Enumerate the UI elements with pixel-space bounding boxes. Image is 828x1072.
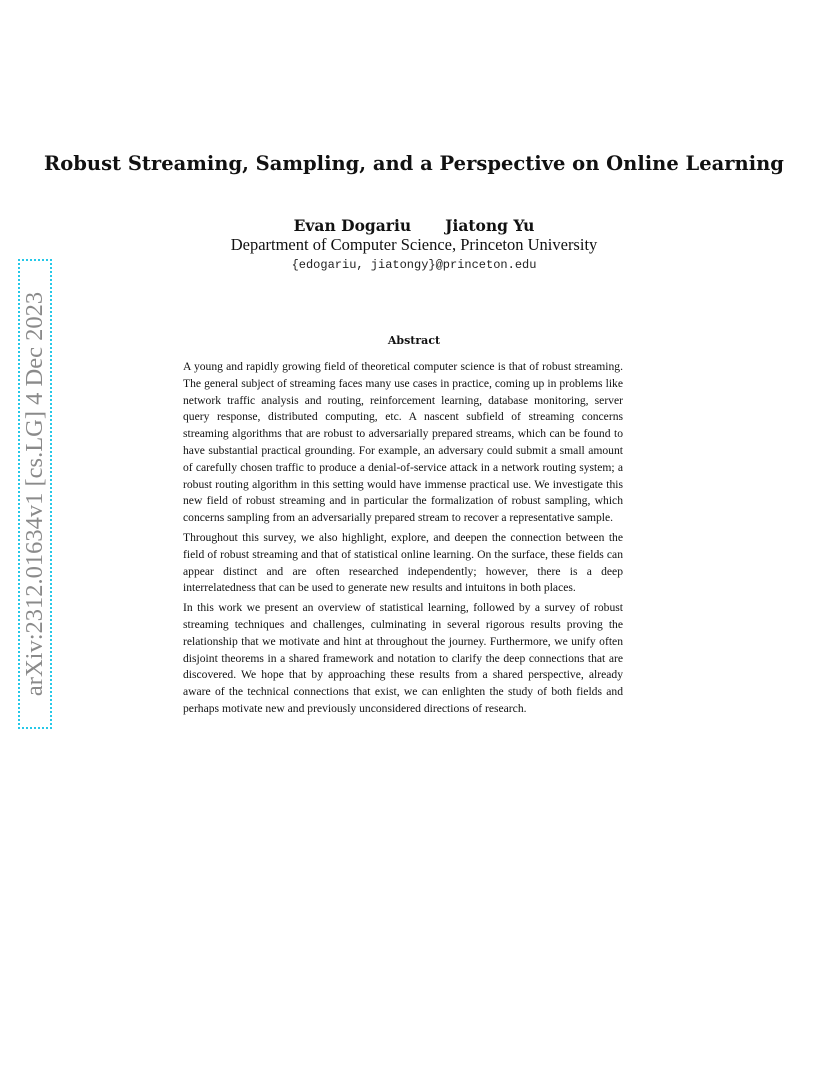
- paper-title: Robust Streaming, Sampling, and a Perspective on Online Learning: [44, 152, 784, 175]
- arxiv-identifier-stamp: arXiv:2312.01634v1 [cs.LG] 4 Dec 2023: [18, 259, 52, 729]
- author-name: Evan Dogariu: [293, 216, 412, 235]
- author-email: {edogariu, jiatongy}@princeton.edu: [291, 258, 537, 272]
- abstract-body: [183, 359, 623, 721]
- abstract-heading: Abstract: [387, 334, 441, 347]
- author-list: [0, 216, 828, 235]
- affiliation: Department of Computer Science, Princeton University: [230, 235, 598, 254]
- abstract-paragraph: In this work we present an overview of statistical learning, followed by a survey of robust streaming techniques and challenges, culminating in several rigorous results proving the relationship that we motivate and hint at throughout the journey. Furthermore, we unify often disjoint theorems in a shared framework and notation to clarify the deep connections that are discovered. We hope that by approaching these results from a shared perspective, already aware of the technical connections that exist, we can enlighten the study of both fields and perhaps motivate new and previously unconsidered directions of research.: [183, 601, 623, 715]
- abstract-paragraph: A young and rapidly growing field of theoretical computer science is that of robust streaming. The general subject of streaming faces many use cases in practice, coming up in problems like network traffic analysis and routing, reinforcement learning, database monitoring, server query response, distributed computing, etc. A nascent subfield of streaming concerns streaming algorithms that are robust to adversarially prepared streams, which can be found to have substantial practical grounding. For example, an adversary could submit a small amount of carefully chosen traffic to produce a denial-of-service attack in a network routing system; a robust routing algorithm in this setting would have immense practical use. We investigate this new field of robust streaming and in particular the formalization of robust sampling, which concerns sampling from an adversarially prepared stream to recover a representative sample.: [183, 360, 623, 525]
- author-name: Jiatong Yu: [445, 216, 535, 235]
- abstract-paragraph: Throughout this survey, we also highlight, explore, and deepen the connection between the field of robust streaming and that of statistical online learning. On the surface, these fields can appear distinct and are often researched independently; however, there is a deep interrelatedness that can be used to generate new results and intuitons in both places.: [183, 530, 623, 595]
